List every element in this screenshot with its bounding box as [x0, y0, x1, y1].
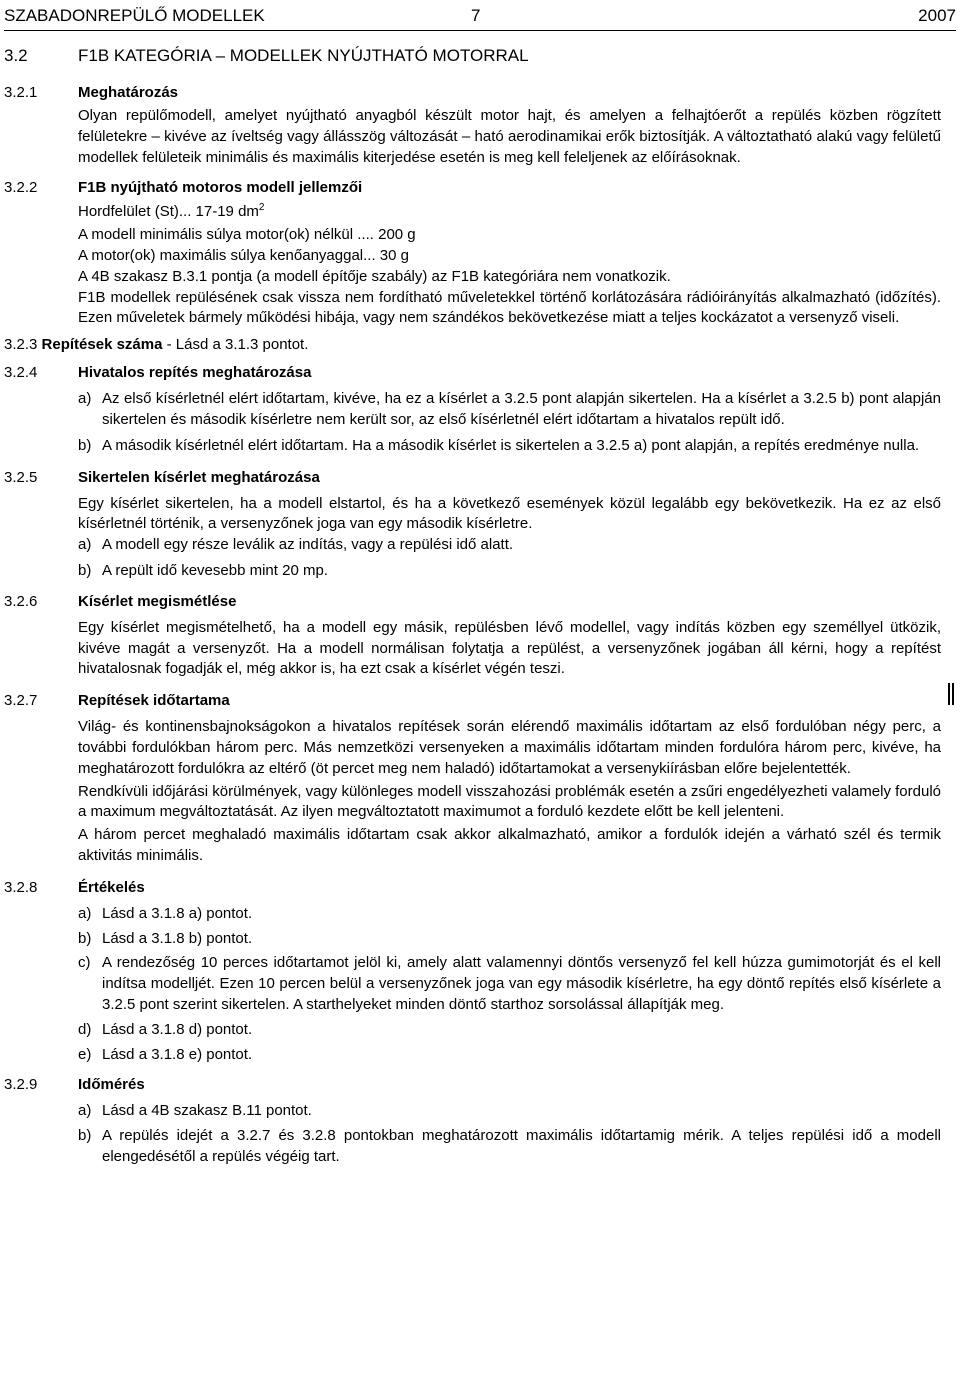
heading-rest: - Lásd a 3.1.3 pontot.: [162, 336, 309, 354]
header-title: SZABADONREPÜLŐ MODELLEK: [4, 6, 265, 25]
section-title: [4, 45, 529, 67]
list-label: a): [78, 536, 92, 554]
list-item: [78, 953, 941, 1015]
heading-number: 3.2.2: [4, 179, 38, 197]
heading-3-2-4: [0, 363, 960, 383]
heading-title: Repítések időtartama: [78, 692, 230, 710]
heading-number: 3.2.7: [4, 692, 38, 710]
definition-paragraph: Olyan repülőmodell, amelyet nyújtható anyagból készült motor hajt, és amelyen a felhajtóerőt a repülés közben rögzített felületekre – kivéve az íveltség vagy állásszög változását – ható aerodinamikai erők biztosítják. A változtatható alakú vagy felületű modellek felületeik minimális és maximális kiterjedése esetén is meg kell feleljenek az előírásoknak.: [78, 107, 941, 166]
spec-wing-area-exponent: 2: [258, 202, 265, 214]
list-label: b): [78, 436, 92, 454]
section-number: 3.2: [4, 46, 28, 65]
heading-3-2-6: [0, 592, 960, 612]
heading-3-2-7: [0, 691, 960, 711]
heading-inline: [0, 335, 308, 355]
header-year: 2007: [918, 6, 956, 25]
spec-builder-rule: A 4B szakasz B.3.1 pontja (a modell építője szabály) az F1B kategóriára nem vonatkozik.: [78, 267, 671, 285]
list-item: [78, 561, 941, 582]
list-item: [78, 535, 941, 556]
list-text: Lásd a 3.1.8 d) pontot.: [102, 1020, 253, 1038]
list-item: [78, 1101, 941, 1122]
list-label: e): [78, 1045, 92, 1063]
heading-3-2-8: [0, 878, 960, 898]
radio-control-paragraph: F1B modellek repülésének csak vissza nem fordítható műveletekkel történő korlátozására rádióirányítás alkalmazható (időzítés). Ezen műveletek bármely működési hibája, vagy nem szándékos bekövetkezése miatt a teljes kockázatot a versenyző viseli.: [78, 288, 941, 327]
spec-min-weight: A modell minimális súlya motor(ok) nélkül .... 200 g: [78, 226, 416, 244]
section-title-text: F1B KATEGÓRIA – MODELLEK NYÚJTHATÓ MOTORRAL: [78, 46, 529, 65]
heading-title: Hivatalos repítés meghatározása: [78, 364, 312, 382]
list-text: Lásd a 3.1.8 a) pontot.: [102, 904, 253, 922]
heading-3-2-2: [0, 178, 960, 198]
heading-number: 3.2.1: [4, 84, 38, 101]
list-item: [78, 904, 941, 925]
heading-number: 3.2.5: [4, 468, 38, 486]
document-body: [0, 83, 960, 1168]
heading-number: 3.2.4: [4, 364, 38, 382]
header-rule: [4, 30, 956, 31]
list-label: b): [78, 929, 92, 947]
heading-3-2-3: [0, 335, 960, 355]
page-header: [4, 3, 956, 29]
duration-paragraph-3: A három percet meghaladó maximális időtartam csak akkor alkalmazható, amikor a fordulók idején a várható szél és termik aktivitás minimális.: [78, 826, 941, 864]
list-label: b): [78, 561, 92, 579]
list-text: Lásd a 4B szakasz B.11 pontot.: [102, 1102, 312, 1120]
list-item: [78, 1045, 941, 1066]
heading-number: 3.2.8: [4, 878, 38, 896]
spec-wing-area-text: Hordfelület (St)... 17-19 dm: [78, 203, 259, 221]
heading-number: 3.2.9: [4, 1076, 38, 1094]
heading-3-2-1: [0, 83, 960, 103]
list-text: A rendezőség 10 perces időtartamot jelöl ki, amely alatt valamennyi döntős versenyző fel kell húzza gumimotorját és el kell indítsa modelljét. Ezen 10 percen belül a versenyzőnek joga van egy második kísérletre, ha egy döntő repítés első kísérlete a 3.2.5 pont szerint sikertelen. A starthelyeket minden döntő starthoz sorsolással állapítják meg.: [102, 954, 941, 1013]
list-label: a): [78, 1102, 92, 1120]
heading-title: Időmérés: [78, 1076, 145, 1094]
heading-title: F1B nyújtható motoros modell jellemzői: [78, 179, 363, 197]
spec-max-motor-weight: A motor(ok) maximális súlya kenőanyaggal... 30 g: [78, 246, 409, 264]
list-label: c): [78, 954, 91, 972]
failed-attempt-paragraph: Egy kísérlet sikertelen, ha a modell elstartol, és ha a következő események közül legalább egy bekövetkezik. Ha ez az első kísérletnél történik, a versenyzőnek joga van egy második kísérletre.: [78, 494, 941, 533]
revision-change-bar: [948, 683, 954, 705]
list-text: A modell egy része leválik az indítás, vagy a repülési idő alatt.: [102, 536, 514, 554]
list-item: [78, 389, 941, 431]
heading-number: 3.2.6: [4, 592, 38, 610]
list-label: d): [78, 1020, 92, 1038]
list-text: Lásd a 3.1.8 b) pontot.: [102, 929, 253, 947]
heading-title: Meghatározás: [78, 84, 179, 101]
heading-title: Repítések száma: [41, 336, 163, 354]
list-text: A második kísérletnél elért időtartam. Ha a második kísérlet is sikertelen a 3.2.5 a) pont alapján, a repítés eredménye nulla.: [102, 436, 920, 454]
list-item: [78, 1020, 941, 1041]
list-label: a): [78, 904, 92, 922]
page-number: 7: [471, 6, 481, 25]
heading-number: 3.2.3: [4, 336, 38, 354]
heading-3-2-9: [0, 1075, 960, 1095]
repeat-attempt-paragraph: Egy kísérlet megismételhető, ha a modell egy másik, repülésben lévő modellel, vagy indítás közben egy személlyel ütközik, kivéve magát a versenyzőt. Ha a modell normálisan folytatja a repülést, a versenyzőnek jogában áll kérni, hogy a repítést hivatalosnak fogadják el, még akkor is, ha ezt csak a kísérlet végén teszi.: [78, 618, 941, 678]
heading-title: Értékelés: [78, 878, 145, 896]
duration-paragraph-1: Világ- és kontinensbajnokságokon a hivatalos repítések során elérendő maximális időtartam az első fordulóban négy perc, a további fordulókban három perc. Más nemzetközi versenyeken a maximális időtartam minden fordulóra három perc, kivéve, ha meghatározott fordulókra az eltérő (öt percet meg nem haladó) időtartamokat a versenykiírásban előre bejelentették.: [78, 718, 941, 777]
heading-title: Sikertelen kísérlet meghatározása: [78, 468, 320, 486]
list-item: [78, 436, 941, 457]
heading-title: Kísérlet megismétlése: [78, 592, 237, 610]
list-text: A repült idő kevesebb mint 20 mp.: [102, 561, 328, 579]
list-text: A repülés idejét a 3.2.7 és 3.2.8 pontokban meghatározott maximális időtartamig mérik. A teljes repülési idő a modell elengedésétől a repülés végéig tart.: [102, 1127, 941, 1165]
spec-wing-area: [78, 202, 960, 223]
list-item: [78, 1126, 941, 1168]
list-item: [78, 929, 941, 950]
list-text: Lásd a 3.1.8 e) pontot.: [102, 1045, 253, 1063]
duration-paragraph-2: Rendkívüli időjárási körülmények, vagy különleges modell visszahozási problémák esetén a zsűri engedélyezheti valamely forduló a maximum megváltoztatását. Az ilyen megváltoztatott maximumot a forduló kezdete előtt be kell jelenteni.: [78, 782, 941, 821]
list-text: Az első kísérletnél elért időtartam, kivéve, ha ez a kísérlet a 3.2.5 pont alapján sikertelen. Ha a kísérlet a 3.2.5 b) pont alapján sikertelen és második kísérletre nem került sor, az első kísérletnél elért időtartam a hivatalos repült idő.: [102, 390, 941, 428]
list-label: b): [78, 1127, 92, 1145]
list-label: a): [78, 390, 92, 408]
heading-3-2-5: [0, 468, 960, 488]
